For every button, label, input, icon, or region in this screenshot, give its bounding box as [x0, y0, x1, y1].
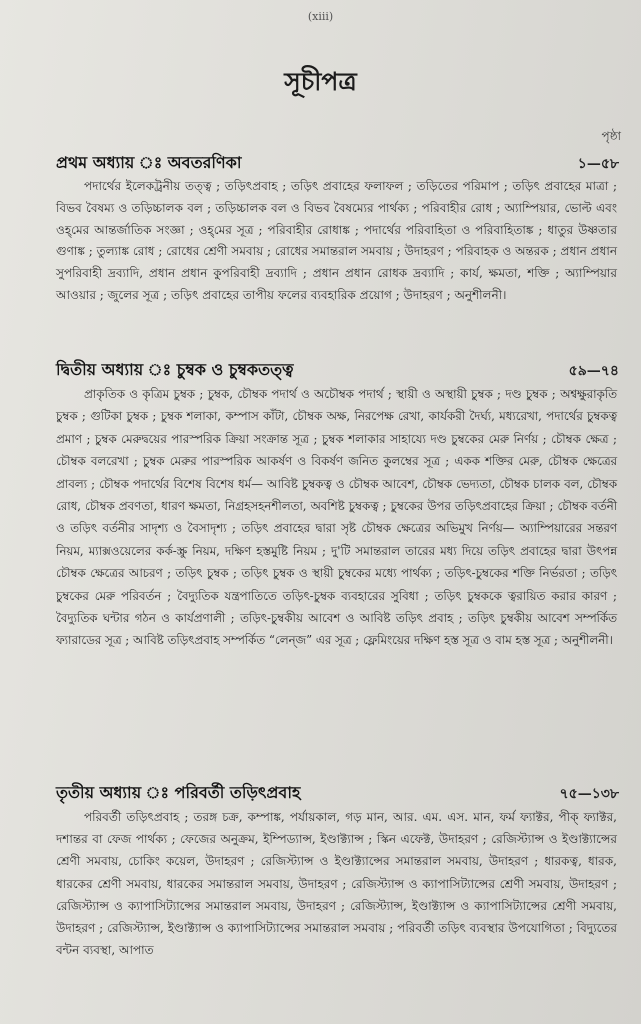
chapter-topics: পদার্থের ইলেকট্রনীয় তত্ত্ব ; তড়িৎপ্রবাহ ; তড়িৎ প্রবাহের ফলাফল ; তড়িতের পরিমাপ ; তড়িৎ প্রবাহের মাত্রা ; বিভব বৈষম্য ও তড়িচ্চালক বল ; তড়িচ্চালক বল ও বিভব বৈষম্যের পার্থক্য ; পরিবাহীর রোধ ; অ্যাম্পিয়ার, ভোল্ট এবং ওহ্‌মের আন্তর্জাতিক সংজ্ঞা ; ওহ্‌মের সূত্র ; পরিবাহীর রোধাঙ্ক ; পদার্থের পরিবাহিতা ও পরিবাহিতাঙ্ক ; ধাতুর উষ্ণতার গুণাঙ্ক ; তুল্যাঙ্ক রোধ ; রোধের শ্রেণী সমবায় ; রোধের সমান্তরাল সমবায় ; উদাহরণ ; পরিবাহক ও অন্তরক ; প্রধান প্রধান সুপরিবাহী দ্রব্যাদি, প্রধান প্রধান কুপরিবাহী দ্রব্যাদি ; প্রধান প্রধান রোধক দ্রব্যাদি ; কার্য, ক্ষমতা, শক্তি ; অ্যাম্পিয়ার আওয়ার ; জুলের সূত্র ; তড়িৎ প্রবাহের তাপীয় ফলের ব্যবহারিক প্রয়োগ ; উদাহরণ ; অনুশীলনী। [56, 179, 617, 302]
chapter-heading [28, 150, 623, 176]
chapter-title: তৃতীয় অধ্যায় ঃ পরিবর্তী তড়িৎপ্রবাহ [56, 783, 301, 802]
page-column-label: পৃষ্ঠা [601, 129, 621, 143]
chapter-topics: পরিবর্তী তড়িৎপ্রবাহ ; তরঙ্গ চক্র, কম্পাঙ্ক, পর্যায়কাল, গড় মান, আর. এম. এস. মান, ফর্ম ফ্যাক্টর, পীক্ ফ্যাক্টর, দশান্তর বা ফেজ পার্থক্য ; ফেজের অনুক্রম, ইম্পিড্যান্স, ইণ্ডাক্ট্যান্স ; স্কিন এফেক্ট, উদাহরণ ; রেজিস্ট্যান্স ও ইণ্ডাক্ট্যান্সের শ্রেণী সমবায়, চোকিং কয়েল, উদাহরণ ; রেজিস্ট্যান্স ও ইণ্ডাক্ট্যান্সের সমান্তরাল সমবায়, উদাহরণ ; ধারকত্ব, ধারক, ধারকের শ্রেণী সমবায়, ধারকের সমান্তরাল সমবায়, উদাহরণ ; রেজিস্ট্যান্স ও ক্যাপাসিট্যান্সের শ্রেণী সমবায়, উদাহরণ ; রেজিস্ট্যান্স ও ক্যাপাসিট্যান্সের সমান্তরাল সমবায়, উদাহরণ ; রেজিস্ট্যান্স, ইণ্ডাক্ট্যান্স ও ক্যাপাসিট্যান্সের শ্রেণী সমবায়, উদাহরণ ; রেজিস্ট্যান্স, ইণ্ডাক্ট্যান্স ও ক্যাপাসিট্যান্সের সমান্তরাল সমবায় ; পরিবর্তী তড়িৎ ব্যবস্থার উপযোগিতা ; বিদ্যুতের বন্টন ব্যবস্থা, আপাত [56, 810, 617, 958]
chapter-heading [28, 780, 623, 806]
chapter-topics: প্রাকৃতিক ও কৃত্রিম চুম্বক ; চুম্বক, চৌম্বক পদার্থ ও অচৌম্বক পদার্থ ; স্থায়ী ও অস্থায়ী চুম্বক ; দণ্ড চুম্বক ; অশ্বক্ষুরাকৃতি চুম্বক ; গুটিকা চুম্বক ; চুম্বক শলাকা, কম্পাস কাঁটা, চৌম্বক অক্ষ, নিরপেক্ষ রেখা, কার্যকরী দৈর্ঘ্য, মধ্যরেখা, পদার্থের চুম্বকত্ব প্রমাণ ; চুম্বক মেরুদ্বয়ের পারস্পরিক ক্রিয়া সংক্রান্ত সূত্র ; চুম্বক শলাকার সাহায্যে দণ্ড চুম্বকের মেরু নির্ণয় ; চৌম্বক ক্ষেত্র ; চৌম্বক বলরেখা ; চুম্বক মেরুর পারস্পরিক আকর্ষণ ও বিকর্ষণ জনিত কুলম্বের সূত্র ; একক শক্তির মেরু, চৌম্বক ক্ষেত্রের প্রাবল্য ; চৌম্বক পদার্থের বিশেষ বিশেষ ধর্ম— আবিষ্ট চুম্বকত্ব ও চৌম্বক আবেশ, চৌম্বক ভেদ্যতা, চৌম্বক চালক বল, চৌম্বক রোধ, চৌম্বক প্রবণতা, ধারণ ক্ষমতা, নিগ্রহসহনশীলতা, অবশিষ্ট চুম্বকত্ব ; চুম্বকের উপর তড়িৎপ্রবাহের ক্রিয়া ; চৌম্বক বর্তনী ও তড়িৎ বর্তনীর সাদৃশ্য ও বৈসাদৃশ্য ; তড়িৎ প্রবাহের দ্বারা সৃষ্ট চৌম্বক ক্ষেত্রের অভিমুখ নির্ণয়— অ্যাম্পিয়ারের সন্তরণ নিয়ম, ম্যাক্সওয়েলের কর্ক-স্ক্রু নিয়ম, দক্ষিণ হস্তমুষ্টি নিয়ম ; দু'টি সমান্তরাল তারের মধ্য দিয়ে তড়িৎ প্রবাহের দ্বারা উৎপন্ন চৌম্বক ক্ষেত্রের আচরণ ; তড়িৎ চুম্বক ; তড়িৎ চুম্বক ও স্থায়ী চুম্বকের মধ্যে পার্থক্য ; তড়িৎ-চুম্বকের শক্তি নির্ভরতা ; তড়িৎ চুম্বকের মেরু পরিবর্তন ; বৈদ্যুতিক যন্ত্রপাতিতে তড়িৎ-চুম্বক ব্যবহারের সুবিধা ; তড়িৎ চুম্বককে ত্বরায়িত করার কারণ ; বৈদ্যুতিক ঘন্টার গঠন ও কার্যপ্রণালী ; তড়িৎ-চুম্বকীয় আবেশ ও আবিষ্ট তড়িৎ প্রবাহ ; তড়িৎ চুম্বকীয় আবেশ সম্পর্কিত ফ্যারাডের সূত্র ; আবিষ্ট তড়িৎপ্রবাহ সম্পর্কিত “লেন্‌জ” এর সূত্র ; ফ্লেমিংয়ের দক্ষিণ হস্ত সূত্র ও বাম হস্ত সূত্র ; অনুশীলনী। [56, 387, 617, 648]
chapter-heading [28, 357, 623, 383]
chapter-1 [28, 150, 623, 307]
chapter-page-range: ৭৫—১৩৮ [559, 786, 619, 802]
chapter-2 [28, 357, 623, 652]
chapter-page-range: ১—৫৮ [577, 156, 619, 172]
chapter-title: প্রথম অধ্যায় ঃ অবতরণিকা [56, 153, 242, 172]
page-title: সূচীপত্র [284, 67, 357, 96]
page-number: (xiii) [307, 10, 334, 23]
chapter-3 [28, 780, 623, 961]
chapter-page-range: ৫৯—৭৪ [568, 363, 619, 379]
chapter-title: দ্বিতীয় অধ্যায় ঃ চুম্বক ও চুম্বকতত্ত্ব [56, 360, 294, 379]
